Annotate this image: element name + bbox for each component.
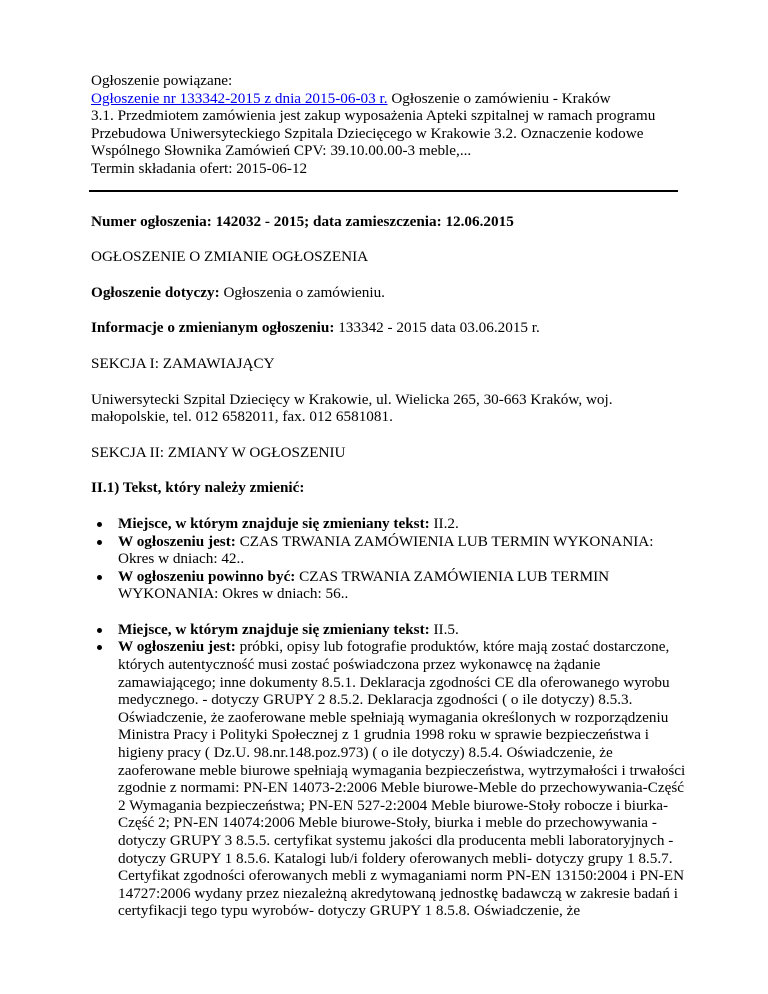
notice-body [91, 213, 691, 920]
related-notice-line [91, 90, 691, 108]
notice-type: OGŁOSZENIE O ZMIANIE OGŁOSZENIA [91, 248, 369, 266]
divider [89, 190, 678, 192]
related-notice-description: 3.1. Przedmiotem zamówienia jest zakup wyposażenia Apteki szpitalnej w ramach programu Przebudowa Uniwersyteckiego Szpitala Dziecięcego w Krakowie 3.2. Oznaczenie kodowe Wspólnego Słownika Zamówień CPV: 39.10.00.00-3 meble,... [91, 107, 656, 160]
related-notice [91, 72, 691, 178]
list-item [118, 515, 691, 533]
list-item-label: W ogłoszeniu jest: [118, 532, 236, 550]
list-item-value: II.2. [429, 514, 459, 532]
notice-concerns-label: Ogłoszenie dotyczy: [91, 283, 220, 301]
list-item [118, 621, 691, 639]
list-item-value: próbki, opisy lub fotografie produktów, które mają zostać dostarczone, których autentyczność musi zostać poświadczona przez wykonawcę na żądanie zamawiającego; inne dokumenty 8.5.1. Deklaracja zgodności CE dla oferowanego wyrobu medycznego. - dotyczy GRUPY 2 8.5.2. Deklaracja zgodności ( o ile dotyczy) 8.5.3. Oświadczenie, że zaoferowane meble spełniają wymagania określonych w rozporządzeniu Ministra Pracy i Polityki Społecznej z 1 grudnia 1998 roku w sprawie bezpieczeństwa i higieny pracy ( Dz.U. 98.nr.148.poz.973) ( o ile dotyczy) 8.5.4. Oświadczenie, że zaoferowane meble biurowe spełniają wymagania bezpieczeństwa, wytrzymałości i trwałości zgodnie z normami: PN-EN 14073-2:2006 Meble biurowe-Meble do przechowywania-Część 2 Wymagania bezpieczeństwa; PN-EN 527-2:2004 Meble biurowe-Stoły robocze i biurka-Część 2; PN-EN 14074:2006 Meble biurowe-Stoły, biurka i meble do przechowywania -dotyczy GRUPY 3 8.5.5. certyfikat systemu jakości dla producenta mebli laboratoryjnych -dotyczy GRUPY 1 8.5.6. Katalogi lub/i foldery oferowanych mebli- dotyczy grupy 1 8.5.7. Certyfikat zgodności oferowanych mebli z wymaganiami norm PN-EN 13150:2004 i PN-EN 14727:2006 wydany przez niezależną akredytowaną jednostkę badawczą w zakresie badań i certyfikacji tego typu wyrobów- dotyczy GRUPY 1 8.5.8. Oświadczenie, że [118, 638, 686, 920]
change-list-1 [91, 515, 691, 603]
list-item-value: CZAS TRWANIA ZAMÓWIENIA LUB TERMIN WYKONANIA: Okres w dniach: 56.. [118, 567, 610, 603]
list-item-value: CZAS TRWANIA ZAMÓWIENIA LUB TERMIN WYKONANIA: Okres w dniach: 42.. [118, 532, 654, 568]
list-item-label: Miejsce, w którym znajduje się zmieniany tekst: [118, 620, 430, 638]
list-item-label: Miejsce, w którym znajduje się zmieniany tekst: [118, 514, 430, 532]
list-item [118, 638, 691, 920]
list-item-label: W ogłoszeniu jest: [118, 638, 236, 656]
list-item [118, 568, 691, 603]
related-notice-heading: Ogłoszenie powiązane: [91, 72, 233, 89]
offer-deadline: Termin składania ofert: 2015-06-12 [91, 159, 308, 177]
changed-notice-value: 133342 - 2015 data 03.06.2015 r. [334, 319, 540, 337]
related-notice-link-suffix: Ogłoszenie o zamówieniu - Kraków [387, 89, 611, 107]
section-2-title: SEKCJA II: ZMIANY W OGŁOSZENIU [91, 443, 346, 461]
section-1-title: SEKCJA I: ZAMAWIAJĄCY [91, 354, 275, 372]
contracting-authority: Uniwersytecki Szpital Dziecięcy w Krakowie, ul. Wielicka 265, 30-663 Kraków, woj. małopolskie, tel. 012 6582011, fax. 012 6581081. [91, 390, 613, 426]
list-item [118, 533, 691, 568]
list-item-label: W ogłoszeniu powinno być: [118, 567, 296, 585]
changed-notice-label: Informacje o zmienianym ogłoszeniu: [91, 319, 335, 337]
section-2-subtitle: II.1) Tekst, który należy zmienić: [91, 479, 305, 497]
changed-notice-info [91, 319, 691, 337]
related-notice-link[interactable]: Ogłoszenie nr 133342-2015 z dnia 2015-06-03 r. [91, 89, 388, 107]
change-list-2 [91, 621, 691, 920]
notice-concerns [91, 284, 691, 302]
list-item-value: II.5. [429, 620, 459, 638]
notice-concerns-value: Ogłoszenia o zamówieniu. [219, 283, 385, 301]
notice-number: Numer ogłoszenia: 142032 - 2015; data zamieszczenia: 12.06.2015 [91, 212, 514, 230]
